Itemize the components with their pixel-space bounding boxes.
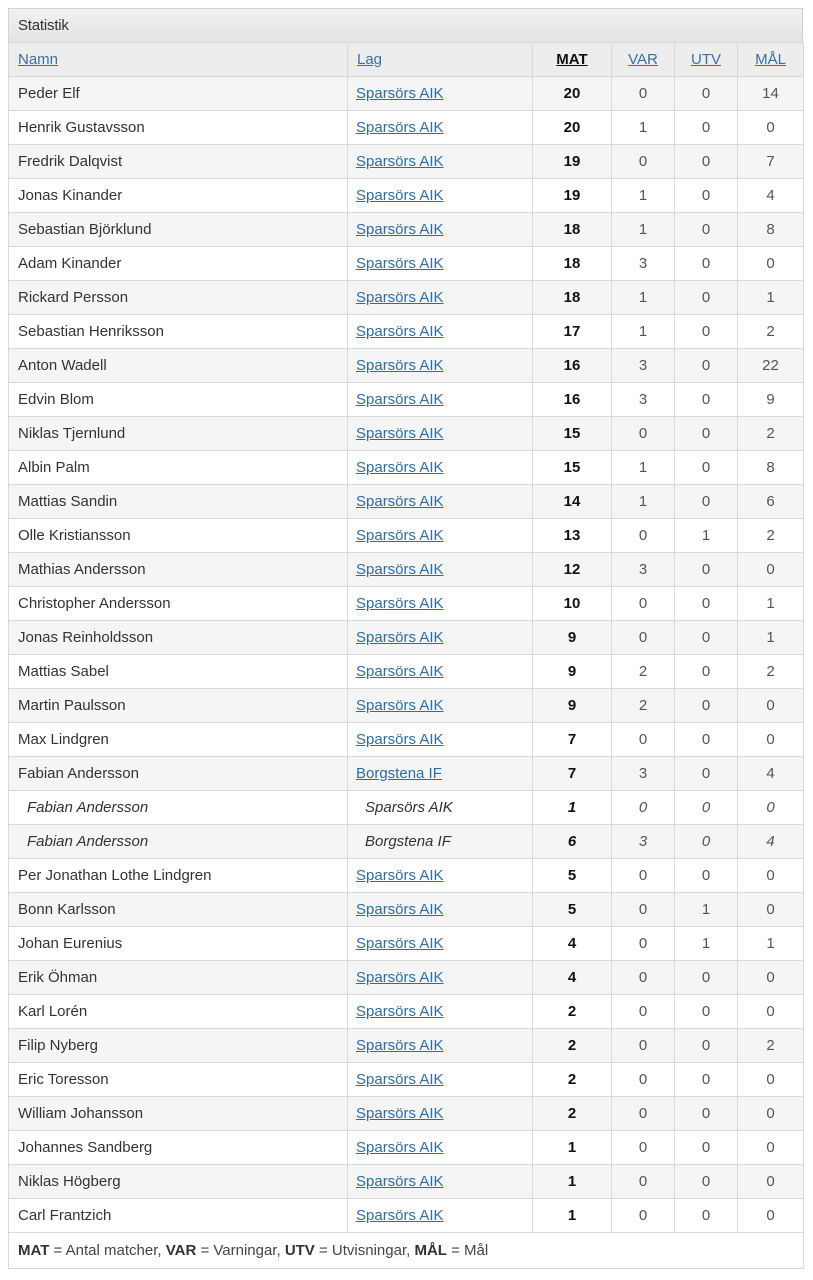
goals: 0 (738, 859, 804, 893)
team-cell (348, 1029, 533, 1063)
team-cell (348, 1097, 533, 1131)
ejections: 1 (675, 927, 738, 961)
goals: 6 (738, 485, 804, 519)
goals: 9 (738, 383, 804, 417)
team-link[interactable]: Sparsörs AIK (356, 221, 444, 238)
statistics-table (8, 42, 804, 1269)
goals: 0 (738, 1165, 804, 1199)
warnings: 0 (612, 1165, 675, 1199)
col-header-mal (738, 43, 804, 77)
team-cell (348, 1131, 533, 1165)
table-row (9, 1097, 804, 1131)
warnings: 1 (612, 179, 675, 213)
team-cell (348, 723, 533, 757)
warnings: 3 (612, 825, 675, 859)
player-name: William Johansson (9, 1097, 348, 1131)
goals: 0 (738, 1097, 804, 1131)
ejections: 0 (675, 791, 738, 825)
ejections: 0 (675, 1097, 738, 1131)
table-row (9, 213, 804, 247)
goals: 2 (738, 417, 804, 451)
team-link[interactable]: Sparsörs AIK (356, 153, 444, 170)
team-link[interactable]: Sparsörs AIK (356, 357, 444, 374)
sort-var-link[interactable]: VAR (628, 51, 658, 68)
goals: 4 (738, 825, 804, 859)
table-row (9, 757, 804, 791)
ejections: 0 (675, 961, 738, 995)
ejections: 0 (675, 1199, 738, 1233)
matches-played: 5 (533, 859, 612, 893)
legend-text: = Antal matcher, (49, 1242, 166, 1259)
legend-abbr: MAT (18, 1242, 50, 1259)
team-cell (348, 1063, 533, 1097)
warnings: 0 (612, 519, 675, 553)
warnings: 1 (612, 315, 675, 349)
team-cell (348, 315, 533, 349)
table-row (9, 689, 804, 723)
warnings: 0 (612, 723, 675, 757)
table-row (9, 1165, 804, 1199)
warnings: 0 (612, 587, 675, 621)
player-name: Martin Paulsson (9, 689, 348, 723)
goals: 0 (738, 961, 804, 995)
player-name: Adam Kinander (9, 247, 348, 281)
goals: 22 (738, 349, 804, 383)
table-row (9, 927, 804, 961)
table-row (9, 1199, 804, 1233)
player-name: Bonn Karlsson (9, 893, 348, 927)
goals: 7 (738, 145, 804, 179)
ejections: 0 (675, 77, 738, 111)
matches-played: 19 (533, 179, 612, 213)
sort-mal-link[interactable]: MÅL (755, 51, 786, 68)
matches-played: 5 (533, 893, 612, 927)
team-link[interactable]: Sparsörs AIK (356, 527, 444, 544)
table-row (9, 247, 804, 281)
ejections: 0 (675, 621, 738, 655)
player-name: Mathias Andersson (9, 553, 348, 587)
matches-played: 2 (533, 1097, 612, 1131)
team-link[interactable]: Sparsörs AIK (356, 85, 444, 102)
team-cell (348, 145, 533, 179)
matches-played: 20 (533, 77, 612, 111)
player-name: Henrik Gustavsson (9, 111, 348, 145)
table-row (9, 111, 804, 145)
team-cell (348, 179, 533, 213)
table-row (9, 995, 804, 1029)
warnings: 0 (612, 995, 675, 1029)
table-row (9, 451, 804, 485)
team-cell (348, 281, 533, 315)
player-name: Anton Wadell (9, 349, 348, 383)
team-link[interactable]: Sparsörs AIK (356, 1173, 444, 1190)
player-name: Fabian Andersson (9, 791, 348, 825)
team-link[interactable]: Sparsörs AIK (356, 391, 444, 408)
legend (9, 1233, 804, 1269)
header-row (9, 43, 804, 77)
statistics-panel (8, 8, 803, 1269)
ejections: 0 (675, 247, 738, 281)
matches-played: 4 (533, 927, 612, 961)
warnings: 0 (612, 1199, 675, 1233)
ejections: 0 (675, 553, 738, 587)
team-link[interactable]: Sparsörs AIK (356, 289, 444, 306)
matches-played: 15 (533, 451, 612, 485)
goals: 0 (738, 247, 804, 281)
team-link[interactable]: Sparsörs AIK (356, 1037, 444, 1054)
team-cell (348, 893, 533, 927)
team-cell (348, 519, 533, 553)
team-cell (348, 553, 533, 587)
table-row (9, 723, 804, 757)
team-cell (348, 587, 533, 621)
table-row (9, 145, 804, 179)
player-name: Johannes Sandberg (9, 1131, 348, 1165)
player-name: Albin Palm (9, 451, 348, 485)
matches-played: 20 (533, 111, 612, 145)
player-name: Per Jonathan Lothe Lindgren (9, 859, 348, 893)
player-name: Mattias Sabel (9, 655, 348, 689)
team-name: Sparsörs AIK (348, 791, 533, 825)
player-name: Erik Öhman (9, 961, 348, 995)
matches-played: 18 (533, 281, 612, 315)
matches-played: 10 (533, 587, 612, 621)
goals: 0 (738, 1063, 804, 1097)
matches-played: 1 (533, 1199, 612, 1233)
ejections: 0 (675, 1131, 738, 1165)
ejections: 0 (675, 587, 738, 621)
table-row (9, 179, 804, 213)
table-row (9, 655, 804, 689)
team-cell (348, 757, 533, 791)
table-row (9, 315, 804, 349)
table-row (9, 961, 804, 995)
goals: 0 (738, 553, 804, 587)
team-link[interactable]: Sparsörs AIK (356, 255, 444, 272)
ejections: 0 (675, 281, 738, 315)
ejections: 0 (675, 757, 738, 791)
team-cell (348, 383, 533, 417)
matches-played: 7 (533, 723, 612, 757)
warnings: 0 (612, 791, 675, 825)
matches-played: 18 (533, 247, 612, 281)
table-row (9, 485, 804, 519)
col-header-var (612, 43, 675, 77)
warnings: 0 (612, 77, 675, 111)
table-row-sub (9, 825, 804, 859)
ejections: 0 (675, 723, 738, 757)
table-row (9, 77, 804, 111)
team-cell (348, 485, 533, 519)
table-row (9, 1029, 804, 1063)
table-body (9, 77, 804, 1233)
player-name: Olle Kristiansson (9, 519, 348, 553)
matches-played: 2 (533, 1063, 612, 1097)
player-name: Fredrik Dalqvist (9, 145, 348, 179)
sort-team-link[interactable]: Lag (357, 51, 383, 68)
goals: 2 (738, 519, 804, 553)
warnings: 2 (612, 655, 675, 689)
player-name: Eric Toresson (9, 1063, 348, 1097)
team-link[interactable]: Sparsörs AIK (356, 459, 444, 476)
team-link[interactable]: Sparsörs AIK (356, 323, 444, 340)
sort-utv-link[interactable]: UTV (691, 51, 721, 68)
warnings: 0 (612, 417, 675, 451)
player-name: Mattias Sandin (9, 485, 348, 519)
legend-row (9, 1233, 804, 1269)
team-link[interactable]: Sparsörs AIK (356, 493, 444, 510)
table-row (9, 281, 804, 315)
warnings: 1 (612, 281, 675, 315)
team-link[interactable]: Sparsörs AIK (356, 901, 444, 918)
ejections: 0 (675, 179, 738, 213)
team-link[interactable]: Sparsörs AIK (356, 663, 444, 680)
ejections: 0 (675, 485, 738, 519)
ejections: 0 (675, 315, 738, 349)
ejections: 1 (675, 519, 738, 553)
ejections: 0 (675, 1165, 738, 1199)
goals: 0 (738, 689, 804, 723)
legend-abbr: UTV (284, 1242, 315, 1259)
table-row (9, 893, 804, 927)
matches-played: 15 (533, 417, 612, 451)
ejections: 0 (675, 825, 738, 859)
legend-abbr: VAR (165, 1242, 197, 1259)
team-cell (348, 349, 533, 383)
player-name: Sebastian Henriksson (9, 315, 348, 349)
warnings: 1 (612, 213, 675, 247)
warnings: 3 (612, 757, 675, 791)
player-name: Christopher Andersson (9, 587, 348, 621)
player-name: Fabian Andersson (9, 825, 348, 859)
matches-played: 7 (533, 757, 612, 791)
warnings: 3 (612, 247, 675, 281)
team-cell (348, 213, 533, 247)
table-row (9, 621, 804, 655)
warnings: 0 (612, 621, 675, 655)
goals: 8 (738, 451, 804, 485)
ejections: 0 (675, 1063, 738, 1097)
warnings: 0 (612, 927, 675, 961)
goals: 0 (738, 1131, 804, 1165)
matches-played: 9 (533, 621, 612, 655)
player-name: Carl Frantzich (9, 1199, 348, 1233)
goals: 2 (738, 655, 804, 689)
matches-played: 2 (533, 995, 612, 1029)
goals: 1 (738, 927, 804, 961)
player-name: Edvin Blom (9, 383, 348, 417)
goals: 0 (738, 791, 804, 825)
matches-played: 1 (533, 791, 612, 825)
col-header-team (348, 43, 533, 77)
team-link[interactable]: Sparsörs AIK (356, 969, 444, 986)
team-cell (348, 961, 533, 995)
team-cell (348, 451, 533, 485)
warnings: 1 (612, 485, 675, 519)
goals: 1 (738, 621, 804, 655)
matches-played: 9 (533, 689, 612, 723)
matches-played: 17 (533, 315, 612, 349)
matches-played: 13 (533, 519, 612, 553)
goals: 0 (738, 995, 804, 1029)
team-link[interactable]: Sparsörs AIK (356, 867, 444, 884)
sort-name-link[interactable]: Namn (18, 51, 59, 68)
table-row (9, 1131, 804, 1165)
player-name: Johan Eurenius (9, 927, 348, 961)
matches-played: 14 (533, 485, 612, 519)
team-link[interactable]: Sparsörs AIK (356, 1003, 444, 1020)
ejections: 0 (675, 995, 738, 1029)
ejections: 0 (675, 1029, 738, 1063)
ejections: 0 (675, 111, 738, 145)
warnings: 0 (612, 1097, 675, 1131)
player-name: Niklas Högberg (9, 1165, 348, 1199)
team-link[interactable]: Borgstena IF (356, 765, 442, 782)
warnings: 0 (612, 893, 675, 927)
matches-played: 18 (533, 213, 612, 247)
warnings: 0 (612, 961, 675, 995)
player-name: Karl Lorén (9, 995, 348, 1029)
player-name: Max Lindgren (9, 723, 348, 757)
ejections: 1 (675, 893, 738, 927)
panel-title: Statistik (8, 8, 803, 42)
team-link[interactable]: Sparsörs AIK (356, 697, 444, 714)
team-cell (348, 655, 533, 689)
team-link[interactable]: Sparsörs AIK (356, 1139, 444, 1156)
goals: 14 (738, 77, 804, 111)
table-footer (9, 1233, 804, 1269)
warnings: 3 (612, 383, 675, 417)
matches-played: 16 (533, 383, 612, 417)
team-link[interactable]: Sparsörs AIK (356, 1071, 444, 1088)
ejections: 0 (675, 417, 738, 451)
warnings: 1 (612, 111, 675, 145)
team-link[interactable]: Sparsörs AIK (356, 595, 444, 612)
team-name: Borgstena IF (348, 825, 533, 859)
team-link[interactable]: Sparsörs AIK (356, 425, 444, 442)
ejections: 0 (675, 349, 738, 383)
team-cell (348, 1165, 533, 1199)
player-name: Jonas Reinholdsson (9, 621, 348, 655)
ejections: 0 (675, 689, 738, 723)
goals: 4 (738, 179, 804, 213)
warnings: 2 (612, 689, 675, 723)
ejections: 0 (675, 213, 738, 247)
table-row (9, 1063, 804, 1097)
team-link[interactable]: Sparsörs AIK (356, 1105, 444, 1122)
legend-abbr: MÅL (414, 1242, 447, 1259)
matches-played: 19 (533, 145, 612, 179)
warnings: 0 (612, 859, 675, 893)
col-header-mat (533, 43, 612, 77)
legend-text: = Varningar, (196, 1242, 285, 1259)
ejections: 0 (675, 859, 738, 893)
goals: 1 (738, 587, 804, 621)
team-cell (348, 689, 533, 723)
warnings: 3 (612, 553, 675, 587)
table-row (9, 587, 804, 621)
col-header-name (9, 43, 348, 77)
table-header (9, 43, 804, 77)
ejections: 0 (675, 145, 738, 179)
legend-text: = Mål (446, 1242, 489, 1259)
goals: 0 (738, 723, 804, 757)
col-header-utv (675, 43, 738, 77)
player-name: Rickard Persson (9, 281, 348, 315)
team-link[interactable]: Sparsörs AIK (356, 731, 444, 748)
table-row-sub (9, 791, 804, 825)
matches-played: 6 (533, 825, 612, 859)
team-cell (348, 77, 533, 111)
team-cell (348, 111, 533, 145)
table-row (9, 859, 804, 893)
matches-played: 2 (533, 1029, 612, 1063)
warnings: 0 (612, 1063, 675, 1097)
table-row (9, 553, 804, 587)
table-row (9, 519, 804, 553)
team-cell (348, 995, 533, 1029)
warnings: 3 (612, 349, 675, 383)
goals: 0 (738, 1199, 804, 1233)
player-name: Filip Nyberg (9, 1029, 348, 1063)
team-link[interactable]: Sparsörs AIK (356, 187, 444, 204)
warnings: 0 (612, 1131, 675, 1165)
goals: 8 (738, 213, 804, 247)
player-name: Peder Elf (9, 77, 348, 111)
goals: 2 (738, 1029, 804, 1063)
goals: 0 (738, 893, 804, 927)
player-name: Fabian Andersson (9, 757, 348, 791)
matches-played: 4 (533, 961, 612, 995)
team-cell (348, 927, 533, 961)
player-name: Sebastian Björklund (9, 213, 348, 247)
goals: 1 (738, 281, 804, 315)
goals: 0 (738, 111, 804, 145)
warnings: 0 (612, 1029, 675, 1063)
goals: 4 (738, 757, 804, 791)
player-name: Jonas Kinander (9, 179, 348, 213)
matches-played: 12 (533, 553, 612, 587)
ejections: 0 (675, 383, 738, 417)
goals: 2 (738, 315, 804, 349)
matches-played: 16 (533, 349, 612, 383)
warnings: 0 (612, 145, 675, 179)
matches-played: 1 (533, 1131, 612, 1165)
team-cell (348, 1199, 533, 1233)
ejections: 0 (675, 451, 738, 485)
sort-mat-link[interactable]: MAT (556, 51, 588, 68)
team-link[interactable]: Sparsörs AIK (356, 629, 444, 646)
team-cell (348, 417, 533, 451)
ejections: 0 (675, 655, 738, 689)
table-row (9, 417, 804, 451)
warnings: 1 (612, 451, 675, 485)
team-cell (348, 247, 533, 281)
table-row (9, 349, 804, 383)
table-row (9, 383, 804, 417)
team-link[interactable]: Sparsörs AIK (356, 561, 444, 578)
matches-played: 1 (533, 1165, 612, 1199)
team-link[interactable]: Sparsörs AIK (356, 935, 444, 952)
team-cell (348, 621, 533, 655)
team-link[interactable]: Sparsörs AIK (356, 119, 444, 136)
matches-played: 9 (533, 655, 612, 689)
legend-text: = Utvisningar, (314, 1242, 415, 1259)
team-link[interactable]: Sparsörs AIK (356, 1207, 444, 1224)
team-cell (348, 859, 533, 893)
player-name: Niklas Tjernlund (9, 417, 348, 451)
